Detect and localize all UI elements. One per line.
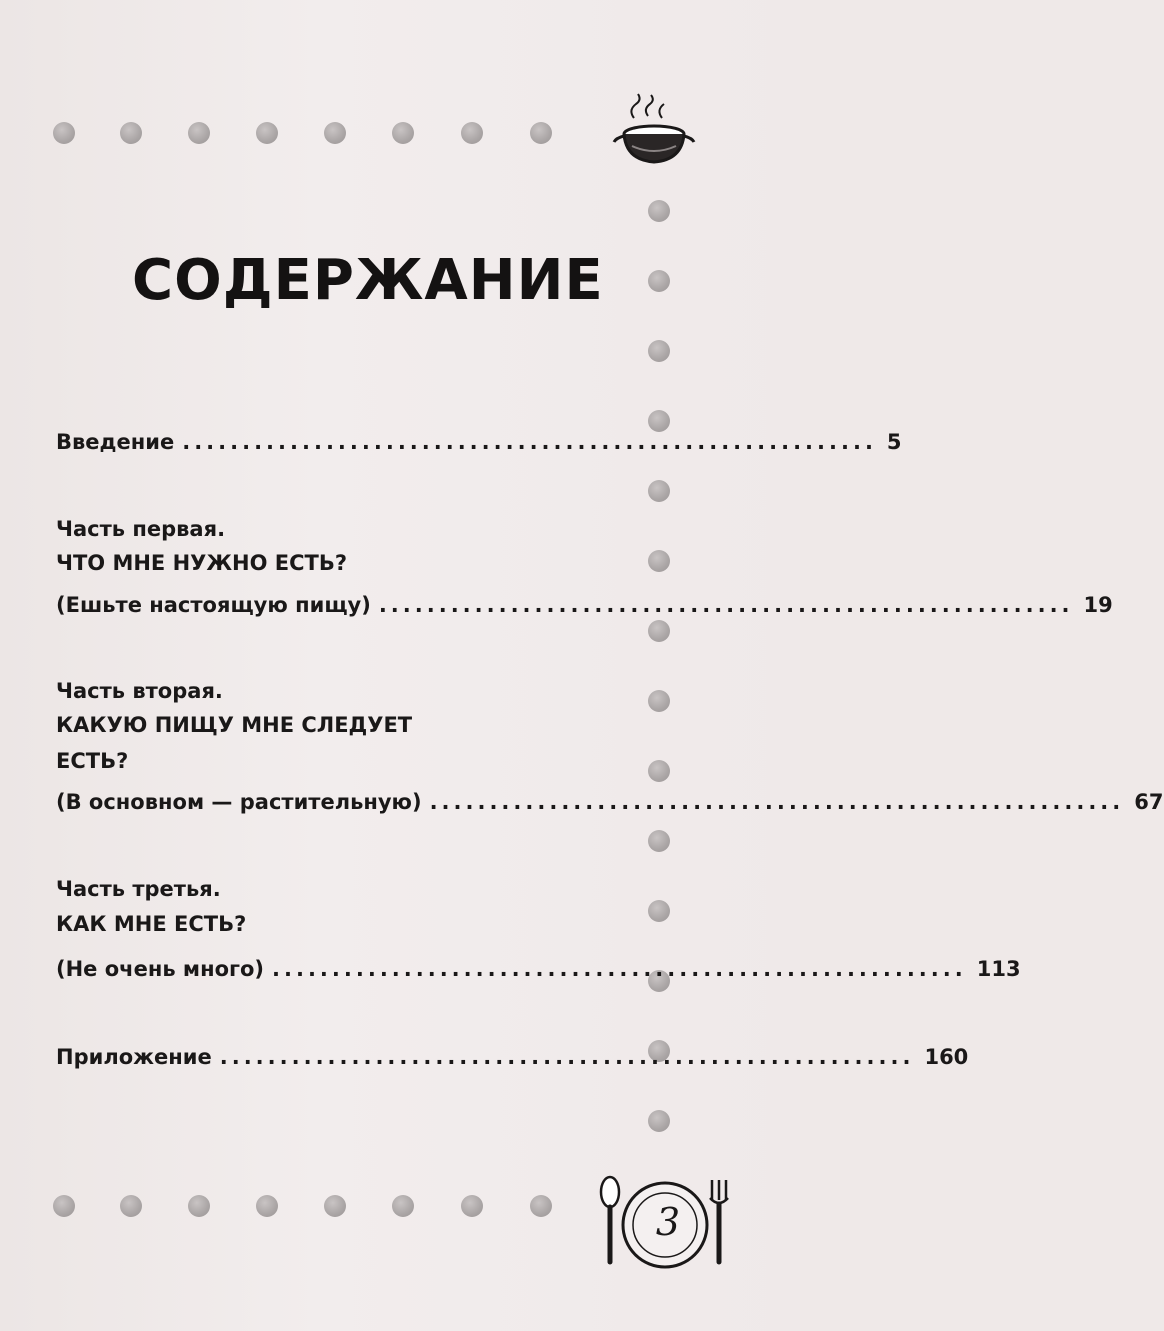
decor-dot: [648, 200, 670, 222]
toc-entry-page: 160: [924, 1045, 969, 1069]
toc-entry-introduction: [56, 430, 902, 454]
page-number: 3: [655, 1200, 681, 1244]
decor-dot: [648, 1110, 670, 1132]
decor-dot: [648, 900, 670, 922]
decor-dot: [461, 122, 483, 144]
decor-dot: [120, 122, 142, 144]
decor-dot: [324, 1195, 346, 1217]
decor-dot: [530, 122, 552, 144]
decor-dot: [648, 830, 670, 852]
toc-entry-page: 67: [1134, 790, 1164, 814]
decor-dot: [53, 122, 75, 144]
toc-entry-text: Приложение: [56, 1045, 212, 1069]
decor-dot: [188, 122, 210, 144]
dot-leader: ..........................................................: [219, 1045, 915, 1069]
toc-entry-text: (В основном — растительную): [56, 790, 422, 814]
toc-entry-part-2: [56, 790, 1164, 814]
dot-leader: ..........................................................: [182, 430, 877, 454]
part-label: Часть третья.: [56, 877, 221, 901]
decor-dot: [392, 122, 414, 144]
toc-entry-text: (Не очень много): [56, 957, 265, 981]
decor-dot: [648, 480, 670, 502]
part-title-line-1: КАКУЮ ПИЩУ МНЕ СЛЕДУЕТ: [56, 713, 413, 737]
decor-dot: [648, 760, 670, 782]
dot-leader: ..........................................................: [272, 957, 967, 981]
dot-leader: ..........................................................: [429, 790, 1125, 814]
decor-dot: [461, 1195, 483, 1217]
part-label: Часть вторая.: [56, 679, 223, 703]
decor-dot: [53, 1195, 75, 1217]
part-title: КАК МНЕ ЕСТЬ?: [56, 912, 247, 936]
page-title: СОДЕРЖАНИЕ: [132, 248, 604, 313]
toc-entry-appendix: [56, 1045, 969, 1069]
decor-dot: [648, 340, 670, 362]
decor-dot: [188, 1195, 210, 1217]
decor-dot: [648, 410, 670, 432]
decor-dot: [120, 1195, 142, 1217]
toc-entry-text: (Ешьте настоящую пищу): [56, 593, 371, 617]
decor-dot: [256, 1195, 278, 1217]
toc-entry-page: 19: [1083, 593, 1113, 617]
decor-dot: [648, 690, 670, 712]
toc-entry-text: Введение: [56, 430, 175, 454]
toc-entry-part-1: [56, 593, 1113, 617]
decor-dot: [530, 1195, 552, 1217]
decor-dot: [648, 270, 670, 292]
toc-entry-page: 5: [886, 430, 902, 454]
cooking-pot-icon: [612, 98, 694, 170]
decor-dot: [324, 122, 346, 144]
part-title: ЧТО МНЕ НУЖНО ЕСТЬ?: [56, 551, 348, 575]
part-title-line-2: ЕСТЬ?: [56, 749, 129, 773]
toc-entry-part-3: [56, 957, 1021, 981]
part-label: Часть первая.: [56, 517, 226, 541]
toc-entry-page: 113: [976, 957, 1021, 981]
dot-leader: ..........................................................: [378, 593, 1074, 617]
decor-dot: [392, 1195, 414, 1217]
decor-dot: [648, 620, 670, 642]
decor-dot: [256, 122, 278, 144]
decor-dot: [648, 550, 670, 572]
